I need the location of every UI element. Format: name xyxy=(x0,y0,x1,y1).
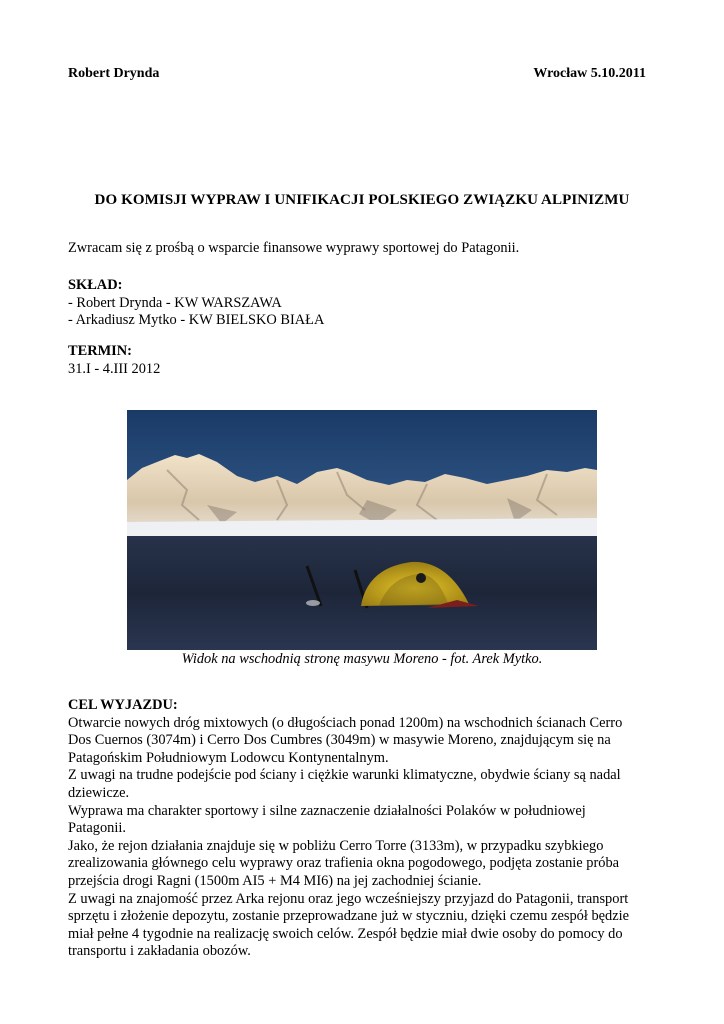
cel-line: dziewicze. xyxy=(68,784,130,801)
cel-heading: CEL WYJAZDU: xyxy=(68,697,178,713)
cel-line: Otwarcie nowych dróg mixtowych (o długościach ponad 1200m) na wschodnich ścianach Cerro xyxy=(68,714,623,731)
cel-line: zrealizowania głównego celu wyprawy oraz trafienia okna pogodowego, podjęta zostanie próba xyxy=(68,855,620,872)
cel-line: sprzętu i złożenie depozytu, zostanie przeprowadzane już w styczniu, dzięki czemu zespół będzie xyxy=(68,908,629,925)
intro-paragraph: Zwracam się z prośbą o wsparcie finansowe wyprawy sportowej do Patagonii. xyxy=(68,240,520,256)
sklad-section xyxy=(68,277,668,330)
cel-line: Wyprawa ma charakter sportowy i silne zaznaczenie działalności Polaków w południowej xyxy=(68,802,586,819)
cel-line: miał pełne 4 tygodnie na realizację swoich celów. Zespół będzie miał dwie osoby do pomocy do xyxy=(68,925,623,942)
cel-section xyxy=(68,697,668,961)
cel-line: Patagońskim Południowym Lodowcu Kontynentalnym. xyxy=(68,749,389,766)
document-title: DO KOMISJI WYPRAW I UNIFIKACJI POLSKIEGO ZWIĄZKU ALPINIZMU xyxy=(94,192,630,208)
cel-line: Z uwagi na trudne podejście pod ściany i ciężkie warunki klimatyczne, obydwie ściany są nadal xyxy=(68,767,621,784)
photo-caption: Widok na wschodnią stronę masywu Moreno - fot. Arek Mytko. xyxy=(181,651,543,667)
member-item: - Robert Drynda - KW WARSZAWA xyxy=(68,294,282,311)
member-item: - Arkadiusz Mytko - KW BIELSKO BIAŁA xyxy=(68,312,325,329)
cel-line: transportu i zakładania obozów. xyxy=(68,943,251,960)
termin-value: 31.I - 4.III 2012 xyxy=(68,360,161,377)
termin-heading: TERMIN: xyxy=(68,343,132,359)
expedition-photo xyxy=(127,410,597,650)
termin-section xyxy=(68,343,668,378)
cel-line: Jako, że rejon działania znajduje się w pobliżu Cerro Torre (3133m), w przypadku szybkiego xyxy=(68,837,604,854)
cel-line: Z uwagi na znajomość przez Arka rejonu oraz jego wcześniejszy przyjazd do Patagonii, transport xyxy=(68,890,629,907)
cel-line: Dos Cuernos (3074m) i Cerro Dos Cumbres (3049m) w masywie Moreno, znajdującym się na xyxy=(68,732,611,749)
sklad-heading: SKŁAD: xyxy=(68,277,123,293)
cel-line: Patagonii. xyxy=(68,820,126,837)
author-name: Robert Drynda xyxy=(68,66,160,81)
cel-line: przejścia drogi Ragni (1500m AI5 + M4 MI6) na jej zachodniej ścianie. xyxy=(68,872,482,889)
place-date: Wrocław 5.10.2011 xyxy=(533,66,646,81)
